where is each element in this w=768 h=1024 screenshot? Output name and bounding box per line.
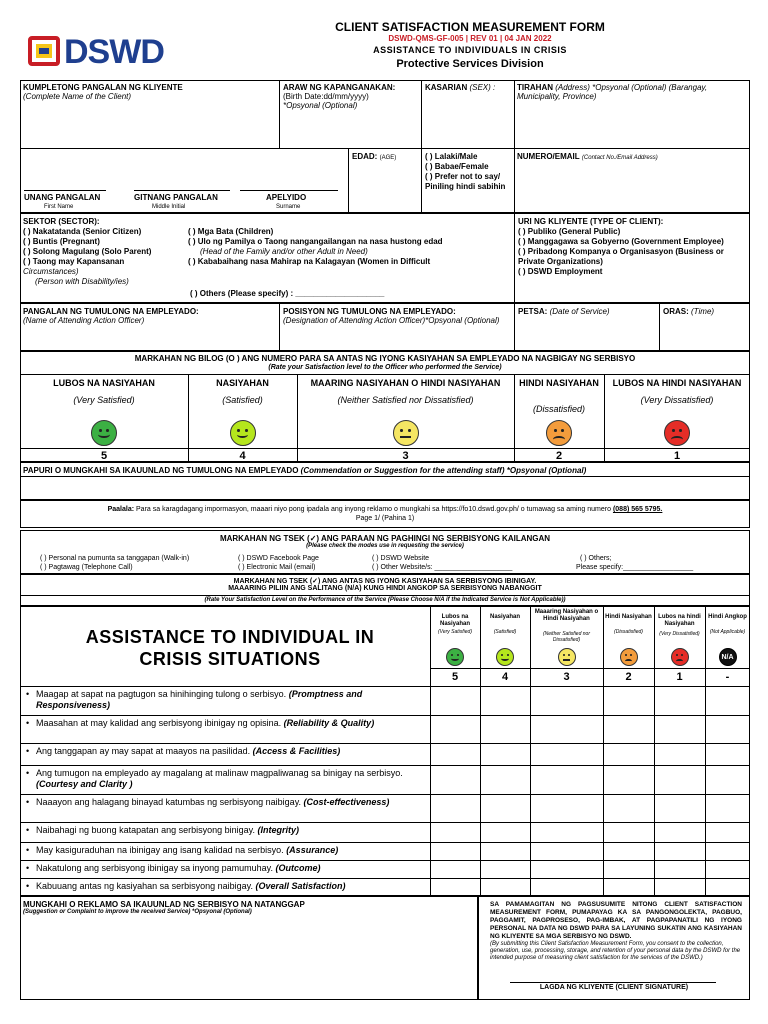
criteria-text: Nakatulong ang serbisyong ibinigay sa inyong pamumuhay.: [36, 863, 273, 873]
mode-facebook[interactable]: ( ) DSWD Facebook Page: [238, 555, 319, 562]
svc-col-neutral-number: 3: [563, 671, 570, 683]
form-title: CLIENT SATISFACTION MEASUREMENT FORM: [335, 20, 605, 34]
bullet-icon: •: [26, 881, 30, 891]
rating-cell-satisfied[interactable]: [480, 743, 530, 765]
rating-cell-neutral[interactable]: [530, 794, 603, 822]
staff-rating-very-satisfied-label: LUBOS NA NASIYAHAN: [53, 378, 155, 388]
rating-cell-very-dissatisfied[interactable]: [654, 822, 705, 842]
satisfied-face-icon: [230, 420, 256, 446]
rating-cell-very-satisfied[interactable]: [430, 765, 480, 794]
svc-col-very-dissatisfied-face-wrap: [654, 648, 705, 668]
staff-rating-satisfied-face-wrap: [188, 420, 297, 448]
rating-cell-dissatisfied[interactable]: [603, 842, 654, 860]
svc-col-very-dissatisfied-number: 1: [676, 671, 683, 683]
staff-position-label: POSISYON NG TUMULONG NA EMPLEYADO:: [283, 307, 456, 316]
sector-solo-parent[interactable]: ( ) Solong Magulang (Solo Parent): [23, 247, 152, 256]
service-time-label: ORAS: (Time): [663, 307, 715, 316]
rating-cell-dissatisfied[interactable]: [603, 860, 654, 878]
staff-rating-neutral-face-wrap: [297, 420, 514, 448]
surname-sub: Surname: [276, 204, 301, 210]
service-rating-title1: MARKAHAN NG TSEK (✓) ANG ANTAS NG IYONG KASIYAHAN SA SERBISYONG IBINIGAY.: [233, 578, 537, 585]
bullet-icon: •: [26, 718, 30, 728]
staff-rating-dissatisfied-sub: (Dissatisfied): [532, 404, 585, 414]
client-type-label: URI NG KLIYENTE (TYPE OF CLIENT):: [518, 217, 664, 226]
client-name-sub: (Complete Name of the Client): [23, 92, 132, 101]
svc-col-satisfied-number: 4: [501, 671, 509, 683]
sex-option-prefer-not[interactable]: ( ) Prefer not to say/ Piniling hindi sabihin: [425, 172, 506, 191]
criteria-tag: (Promptness and Responsiveness): [36, 689, 363, 710]
criteria-text: Kabuuang antas ng kasiyahan sa serbisyong naibigay.: [36, 881, 253, 891]
criteria-tag: (Access & Facilities): [252, 746, 341, 756]
rating-cell-satisfied[interactable]: [480, 878, 530, 896]
svc-col-satisfied-label: Nasiyahan: [489, 614, 520, 620]
bullet-icon: •: [26, 845, 30, 855]
division-name: Protective Services Division: [396, 58, 544, 70]
rating-cell-not-applicable[interactable]: [705, 794, 750, 822]
sector-pwd-sub: (Person with Disability/ies): [35, 277, 129, 286]
client-type-public[interactable]: ( ) Publiko (General Public): [518, 227, 621, 236]
sex-option-male[interactable]: ( ) Lalaki/Male: [425, 152, 478, 161]
mode-telephone[interactable]: ( ) Pagtawag (Telephone Call): [40, 564, 133, 571]
rating-cell-satisfied[interactable]: [480, 794, 530, 822]
staff-rating-dissatisfied-number[interactable]: 2: [555, 450, 563, 462]
bullet-icon: •: [26, 768, 30, 778]
svc-col-neutral-sub: (Neither Satisfied nor Dissatisfied): [543, 631, 590, 643]
svc-neutral-face-icon: [558, 648, 576, 666]
staff-rating-very-dissatisfied-label: LUBOS NA HINDI NASIYAHAN: [612, 378, 742, 388]
form-code: DSWD-QMS-GF-005 | REV 01 | 04 JAN 2022: [388, 34, 552, 43]
rating-cell-very-satisfied[interactable]: [430, 715, 480, 743]
mode-others[interactable]: ( ) Others;: [580, 555, 612, 562]
rating-cell-neutral[interactable]: [530, 860, 603, 878]
rating-cell-not-applicable[interactable]: [705, 860, 750, 878]
svc-col-not-applicable-face-wrap: [705, 648, 750, 668]
sector-circumstances: Circumstances): [23, 267, 79, 276]
rating-cell-very-dissatisfied[interactable]: [654, 794, 705, 822]
staff-rating-neutral-label: MAARING NASIYAHAN O HINDI NASIYAHAN: [310, 378, 501, 388]
staff-rating-dissatisfied-label: HINDI NASIYAHAN: [519, 378, 599, 388]
sector-head-family[interactable]: ( ) Ulo ng Pamilya o Taong nangangailangan na nasa hustong edad: [188, 237, 443, 246]
dswd-logo-text: DSWD: [64, 33, 164, 71]
sector-pregnant[interactable]: ( ) Buntis (Pregnant): [23, 237, 100, 246]
commendation-label: PAPURI O MUNGKAHI SA IKAUUNLAD NG TUMULONG NA EMPLEYADO (Commendation or Suggestion for the attending staff) *Opsyonal (Optional): [23, 466, 587, 475]
rating-cell-satisfied[interactable]: [480, 715, 530, 743]
rating-cell-neutral[interactable]: [530, 878, 603, 896]
dissatisfied-face-icon: [546, 420, 572, 446]
rating-cell-neutral[interactable]: [530, 822, 603, 842]
staff-rating-very-satisfied-number[interactable]: 5: [100, 450, 108, 462]
criteria-text: Maasahan at may kalidad ang serbisyong ibinigay ng opisina.: [36, 718, 282, 728]
neutral-face-icon: [393, 420, 419, 446]
criteria-tag: (Courtesy and Clarity ): [36, 779, 133, 789]
criteria-row: [24, 768, 424, 794]
svc-very-dissatisfied-face-icon: [671, 648, 689, 666]
service-rating-heading: ASSISTANCE TO INDIVIDUAL IN CRISIS SITUATIONS: [85, 627, 375, 669]
sex-label: KASARIAN (SEX) :: [425, 83, 496, 92]
criteria-row: [24, 845, 424, 860]
rating-cell-satisfied[interactable]: [480, 842, 530, 860]
svc-col-very-dissatisfied-sub: (Very Dissatisfied): [659, 631, 700, 637]
bullet-icon: •: [26, 689, 30, 699]
client-type-government[interactable]: ( ) Manggagawa sa Gobyerno (Government Employee): [518, 237, 724, 246]
birthdate-label: ARAW NG KAPANGANAKAN:: [283, 83, 396, 92]
rating-cell-very-satisfied[interactable]: [430, 743, 480, 765]
rating-cell-very-satisfied[interactable]: [430, 794, 480, 822]
rating-cell-very-satisfied[interactable]: [430, 878, 480, 896]
staff-name-label: PANGALAN NG TUMULONG NA EMPLEYADO:: [23, 307, 199, 316]
middle-name-sub: Middle Initial: [152, 204, 186, 210]
bullet-icon: •: [26, 746, 30, 756]
staff-rating-very-satisfied-face-wrap: [20, 420, 188, 448]
first-name-label: UNANG PANGALAN: [24, 193, 101, 202]
client-type-private[interactable]: ( ) Pribadong Kompanya o Organisasyon (Business or Private Organizations): [518, 247, 724, 266]
mode-walk-in[interactable]: ( ) Personal na pumunta sa tanggapan (Walk-in): [40, 555, 190, 562]
rating-cell-very-satisfied[interactable]: [430, 686, 480, 715]
rating-cell-not-applicable[interactable]: [705, 822, 750, 842]
criteria-text: Naibahagi ng buong katapatan ang serbisyong binigay.: [36, 825, 255, 835]
form-subtitle: ASSISTANCE TO INDIVIDUALS IN CRISIS: [373, 45, 567, 55]
criteria-row: [24, 746, 424, 765]
svc-col-very-satisfied-number: 5: [451, 671, 459, 683]
client-signature-label: LAGDA NG KLIYENTE (CLIENT SIGNATURE): [539, 984, 689, 991]
sector-women[interactable]: ( ) Kababaihang nasa Mahirap na Kalagayan (Women in Difficult: [188, 257, 431, 266]
rating-cell-very-dissatisfied[interactable]: [654, 860, 705, 878]
staff-name-sub: (Name of Attending Action Officer): [23, 316, 145, 325]
rating-cell-very-dissatisfied[interactable]: [654, 842, 705, 860]
complaint-label: MUNGKAHI O REKLAMO SA IKAUUNLAD NG SERBISYO NA NATANGGAP: [23, 900, 305, 909]
svc-col-dissatisfied-face-wrap: [603, 648, 654, 668]
client-type-dswd[interactable]: ( ) DSWD Employment: [518, 267, 603, 276]
rating-cell-very-satisfied[interactable]: [430, 822, 480, 842]
complaint-sub: (Suggestion or Complaint to improve the received Service) *Opsyonal (Optional): [23, 909, 252, 915]
rating-cell-very-satisfied[interactable]: [430, 842, 480, 860]
svc-col-satisfied-face-wrap: [480, 648, 530, 668]
criteria-text: May kasiguraduhan na ibinigay ang isang kalidad na serbisyo.: [36, 845, 284, 855]
svc-satisfied-face-icon: [496, 648, 514, 666]
staff-rating-instruction: MARKAHAN NG BILOG (O ) ANG NUMERO PARA SA ANTAS NG IYONG KASIYAHAN SA EMPLEYADO NA NAGBIGAY NG SERBISYO: [134, 354, 636, 363]
staff-rating-satisfied-sub: (Satisfied): [222, 395, 263, 405]
sector-others[interactable]: ( ) Others (Please specify) : ____________________: [190, 289, 385, 298]
page-number: Page 1/ (Pahina 1): [355, 515, 415, 522]
service-rating-sub: (Rate Your Satisfaction Level on the Performance of the Service (Please Choose N/A if the Indicated Service is Not Applicable)): [204, 597, 566, 603]
sex-option-female[interactable]: ( ) Babae/Female: [425, 162, 489, 171]
rating-cell-dissatisfied[interactable]: [603, 743, 654, 765]
rating-cell-not-applicable[interactable]: [705, 715, 750, 743]
rating-cell-not-applicable[interactable]: [705, 765, 750, 794]
dswd-logo-emblem: [28, 36, 60, 66]
sector-right-options[interactable]: [188, 227, 513, 267]
svc-not-applicable-face-icon: [719, 648, 737, 666]
rating-cell-very-dissatisfied[interactable]: [654, 765, 705, 794]
first-name-sub: First Name: [44, 204, 74, 210]
rating-cell-dissatisfied[interactable]: [603, 686, 654, 715]
criteria-row: [24, 881, 424, 896]
svc-col-not-applicable-label: Hindi Angkop: [708, 614, 747, 620]
svc-col-dissatisfied-sub: (Dissatisfied): [614, 629, 643, 635]
staff-rating-instruction-sub: (Rate your Satisfaction level to the Officer who performed the Service): [268, 364, 502, 371]
rating-cell-dissatisfied[interactable]: [603, 715, 654, 743]
criteria-tag: (Outcome): [275, 863, 321, 873]
svc-col-very-satisfied-sub: (Very Satisfied): [438, 629, 472, 635]
bullet-icon: •: [26, 863, 30, 873]
criteria-row: [24, 689, 424, 715]
staff-rating-very-dissatisfied-number[interactable]: 1: [673, 450, 681, 462]
staff-rating-satisfied-label: NASIYAHAN: [216, 378, 269, 388]
staff-rating-neutral-number[interactable]: 3: [402, 450, 409, 462]
svc-dissatisfied-face-icon: [620, 648, 638, 666]
mode-website[interactable]: ( ) DSWD Website: [372, 555, 430, 562]
rating-cell-satisfied[interactable]: [480, 686, 530, 715]
criteria-text: Maagap at sapat na pagtugon sa hinihinging tulong o serbisyo.: [36, 689, 287, 699]
rating-cell-dissatisfied[interactable]: [603, 878, 654, 896]
svc-col-dissatisfied-label: Hindi Nasiyahan: [605, 614, 652, 620]
svc-very-satisfied-face-icon: [446, 648, 464, 666]
dswd-logo: [28, 32, 184, 72]
client-name-label: KUMPLETONG PANGALAN NG KLIYENTE: [23, 83, 183, 92]
sector-left-options[interactable]: [23, 227, 188, 287]
svc-col-dissatisfied-number: 2: [625, 671, 632, 683]
surname-label: APELYIDO: [266, 193, 307, 202]
sector-senior[interactable]: ( ) Nakatatanda (Senior Citizen): [23, 227, 142, 236]
service-date-label: PETSA: (Date of Service): [518, 307, 610, 316]
address-label: TIRAHAN (Address) *Opsyonal (Optional) (Barangay, Municipality, Province): [517, 83, 708, 101]
rating-cell-neutral[interactable]: [530, 765, 603, 794]
na-label: N/A: [721, 653, 734, 661]
birthdate-sub: (Birth Date:dd/mm/yyyy): [283, 92, 369, 101]
rating-cell-not-applicable[interactable]: [705, 743, 750, 765]
rating-cell-satisfied[interactable]: [480, 765, 530, 794]
staff-rating-very-satisfied-sub: (Very Satisfied): [73, 395, 135, 405]
age-label: EDAD: (AGE): [352, 152, 397, 161]
consent-text: SA PAMAMAGITAN NG PAGSUSUMITE NITONG CLIENT SATISFACTION MEASUREMENT FORM, PUMAPAYAG KA SA PANGONGOLEKTA, PAGBUO, PAGGAMIT, PAGPROSESO, PAG-IMBAK, AT PAGPAPANATILI NG IYONG PERSONAL NA DATA NG DSWD PARA SA LAYUNING SUKATIN ANG KASIYAHAN NG KLIYENTE SA MGA SERBISYO NG DSWD.: [490, 901, 742, 940]
rating-cell-very-dissatisfied[interactable]: [654, 878, 705, 896]
middle-name-label: GITNANG PANGALAN: [134, 193, 218, 202]
rating-cell-not-applicable[interactable]: [705, 686, 750, 715]
birthdate-optional: *Opsyonal (Optional): [283, 101, 358, 110]
staff-rating-dissatisfied-face-wrap: [514, 420, 604, 448]
rating-cell-very-dissatisfied[interactable]: [654, 743, 705, 765]
svc-col-very-satisfied-label: Lubos na Nasiyahan: [439, 614, 470, 627]
rating-cell-not-applicable[interactable]: [705, 842, 750, 860]
staff-rating-neutral-sub: (Neither Satisfied nor Dissatisfied): [337, 395, 474, 405]
rating-cell-neutral[interactable]: [530, 842, 603, 860]
rating-cell-neutral[interactable]: [530, 715, 603, 743]
criteria-tag: (Integrity): [257, 825, 300, 835]
rating-cell-very-dissatisfied[interactable]: [654, 715, 705, 743]
rating-cell-neutral[interactable]: [530, 686, 603, 715]
note-text: Paalala: Para sa karagdagang impormasyon, maaari niyo pong ipadala ang inyong reklamo o mungkahi sa https://fo10.dswd.gov.ph/ o tumawag sa aming numero (088) 565 5795.: [107, 506, 663, 513]
svc-col-satisfied-sub: (Satisfied): [493, 629, 517, 635]
staff-rating-very-dissatisfied-face-wrap: [604, 420, 750, 448]
sex-options[interactable]: [425, 152, 511, 192]
svc-col-not-applicable-sub: (Not Applicable): [709, 629, 746, 635]
very-dissatisfied-face-icon: [664, 420, 690, 446]
modes-title: MARKAHAN NG TSEK (✓) ANG PARAAN NG PAGHINGI NG SERBISYONG KAILANGAN: [219, 534, 551, 543]
svc-col-neutral-face-wrap: [530, 648, 603, 668]
bullet-icon: •: [26, 825, 30, 835]
note-section: [20, 500, 750, 528]
rating-cell-satisfied[interactable]: [480, 822, 530, 842]
svc-col-neutral-label: Maaaring Nasiyahan o Hindi Nasiyahan: [534, 609, 599, 622]
criteria-row: [24, 863, 424, 878]
criteria-row: [24, 718, 424, 743]
mode-other-website[interactable]: ( ) Other Website/s: ____________________: [372, 564, 513, 571]
rating-cell-not-applicable[interactable]: [705, 878, 750, 896]
criteria-tag: (Overall Satisfaction): [255, 881, 346, 891]
contact-label: NUMERO/EMAIL (Contact No./Email Address): [517, 152, 658, 161]
sector-pwd[interactable]: ( ) Taong may Kapansanan: [23, 257, 125, 266]
rating-cell-dissatisfied[interactable]: [603, 765, 654, 794]
sector-children[interactable]: ( ) Mga Bata (Children): [188, 227, 274, 236]
service-rating-title2: MAAARING PILIIN ANG SALITANG (N/A) KUNG HINDI ANGKOP SA SERBISYONG NABANGGIT: [228, 585, 542, 592]
rating-cell-very-dissatisfied[interactable]: [654, 686, 705, 715]
mode-email[interactable]: ( ) Electronic Mail (email): [238, 564, 316, 571]
criteria-row: [24, 825, 424, 842]
modes-sub: (Please check the modes use in requesting the service): [306, 543, 464, 549]
client-type-options[interactable]: [518, 227, 748, 277]
svc-col-not-applicable-number: -: [725, 671, 730, 683]
sector-head-family-sub: (Head of the Family and/or other Adult in Need): [200, 247, 368, 256]
rating-cell-dissatisfied[interactable]: [603, 794, 654, 822]
criteria-text: Ang tumugon na empleyado ay magalang at malinaw magpaliwanag sa binigay na serbisyo.: [36, 768, 403, 778]
sector-label: SEKTOR (SECTOR):: [23, 217, 100, 226]
staff-position-sub: (Designation of Attending Action Officer)*Opsyonal (Optional): [283, 316, 500, 325]
criteria-text: Naaayon ang halagang binayad katumbas ng serbisyong naibigay.: [36, 797, 302, 807]
consent-text-en: (By submitting this Client Satisfaction Measurement Form, you consent to the collection, generation, use, processing, storage, and retention of your personal data by the DSWD for the intended purpose of measuring client satisfaction for the services of the DSWD.): [490, 941, 741, 961]
svc-col-very-dissatisfied-label: Lubos na hindi Nasiyahan: [658, 614, 701, 627]
rating-cell-satisfied[interactable]: [480, 860, 530, 878]
mode-please-specify[interactable]: Please specify:__________________: [576, 564, 694, 571]
rating-cell-neutral[interactable]: [530, 743, 603, 765]
bullet-icon: •: [26, 797, 30, 807]
criteria-tag: (Cost-effectiveness): [303, 797, 390, 807]
criteria-row: [24, 797, 424, 822]
staff-rating-very-dissatisfied-sub: (Very Dissatisfied): [640, 395, 714, 405]
rating-cell-very-satisfied[interactable]: [430, 860, 480, 878]
very-satisfied-face-icon: [91, 420, 117, 446]
svc-col-very-satisfied-face-wrap: [430, 648, 480, 668]
criteria-text: Ang tanggapan ay may sapat at maayos na pasilidad.: [36, 746, 251, 756]
staff-rating-satisfied-number[interactable]: 4: [239, 450, 246, 462]
rating-cell-dissatisfied[interactable]: [603, 822, 654, 842]
criteria-tag: (Reliability & Quality): [283, 718, 375, 728]
criteria-tag: (Assurance): [286, 845, 339, 855]
